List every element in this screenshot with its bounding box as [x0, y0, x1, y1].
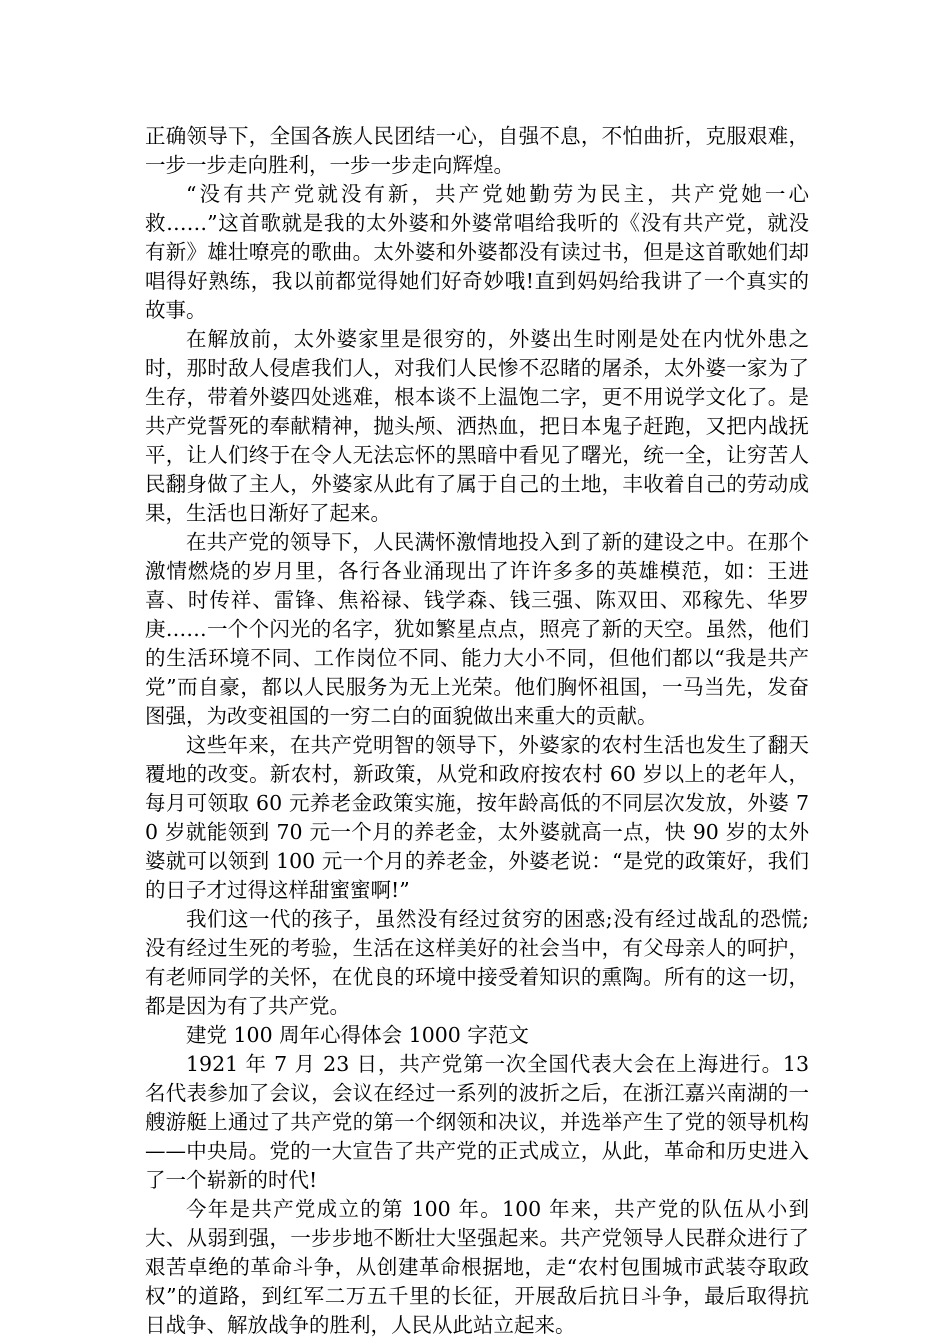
document-body [145, 122, 809, 1340]
paragraph-7: 1921 年 7 月 23 日，共产党第一次全国代表大会在上海进行。13 名代表参加了会议，会议在经过一系列的波折之后，在浙江嘉兴南湖的一艘游艇上通过了共产党的第一个纲领和决议，并选举产生了党的领导机构——中央局。党的一大宣告了共产党的正式成立，从此，革命和历史进入了一个崭新的时代! [145, 1052, 809, 1192]
paragraph-3: 在解放前，太外婆家里是很穷的，外婆出生时刚是处在内忧外患之时，那时敌人侵虐我们人，对我们人民惨不忍睹的屠杀，太外婆一家为了生存，带着外婆四处逃难，根本谈不上温饱二字，更不用说学文化了。是共产党誓死的奉献精神，抛头颅、洒热血，把日本鬼子赶跑，又把内战抚平，让人们终于在令人无法忘怀的黑暗中看见了曙光，统一全，让穷苦人民翻身做了主人，外婆家从此有了属于自己的土地，丰收着自己的劳动成果，生活也日渐好了起来。 [145, 327, 809, 525]
paragraph-6: 我们这一代的孩子，虽然没有经过贫穷的困惑;没有经过战乱的恐慌;没有经过生死的考验，生活在这样美好的社会当中，有父母亲人的呵护，有老师同学的关怀，在优良的环境中接受着知识的熏陶。所有的这一切，都是因为有了共产党。 [145, 907, 809, 1018]
paragraph-5: 这些年来，在共产党明智的领导下，外婆家的农村生活也发生了翻天覆地的改变。新农村，新政策，从党和政府按农村 60 岁以上的老年人，每月可领取 60 元养老金政策实施，按年龄高低的不同层次发放，外婆 70 岁就能领到 70 元一个月的养老金，太外婆就高一点，快 90 岁的太外婆就可以领到 100 元一个月的养老金，外婆老说：“是党的政策好，我们的日子才过得这样甜蜜蜜啊!” [145, 733, 809, 902]
paragraph-4: 在共产党的领导下，人民满怀激情地投入到了新的建设之中。在那个激情燃烧的岁月里，各行各业涌现出了许许多多的英雄模范，如：王进喜、时传祥、雷锋、焦裕禄、钱学森、钱三强、陈双田、邓稼先、华罗庚……一个个闪光的名字，犹如繁星点点，照亮了新的天空。虽然，他们的生活环境不同、工作岗位不同、能力大小不同，但他们都以“我是共产党”而自豪，都以人民服务为无上光荣。他们胸怀祖国，一马当先，发奋图强，为改变祖国的一穷二白的面貌做出来重大的贡献。 [145, 530, 809, 728]
section-title: 建党 100 周年心得体会 1000 字范文 [186, 1023, 529, 1047]
paragraph-2: “没有共产党就没有新，共产党她勤劳为民主，共产党她一心救……”这首歌就是我的太外婆和外婆常唱给我听的《没有共产党，就没有新》雄壮嘹亮的歌曲。太外婆和外婆都没有读过书，但是这首歌她们却唱得好熟练，我以前都觉得她们好奇妙哦!直到妈妈给我讲了一个真实的故事。 [145, 182, 809, 322]
paragraph-1: 正确领导下，全国各族人民团结一心，自强不息，不怕曲折，克服艰难，一步一步走向胜利，一步一步走向辉煌。 [145, 124, 809, 177]
paragraph-8: 今年是共产党成立的第 100 年。100 年来，共产党的队伍从小到大、从弱到强，一步步地不断壮大坚强起来。共产党领导人民群众进行了艰苦卓绝的革命斗争，从创建革命根据地，走“农村包围城市武装夺取政权”的道路，到红军二万五千里的长征，开展敌后抗日斗争，最后取得抗日战争、解放战争的胜利，人民从此站立起来。 [145, 1197, 809, 1337]
